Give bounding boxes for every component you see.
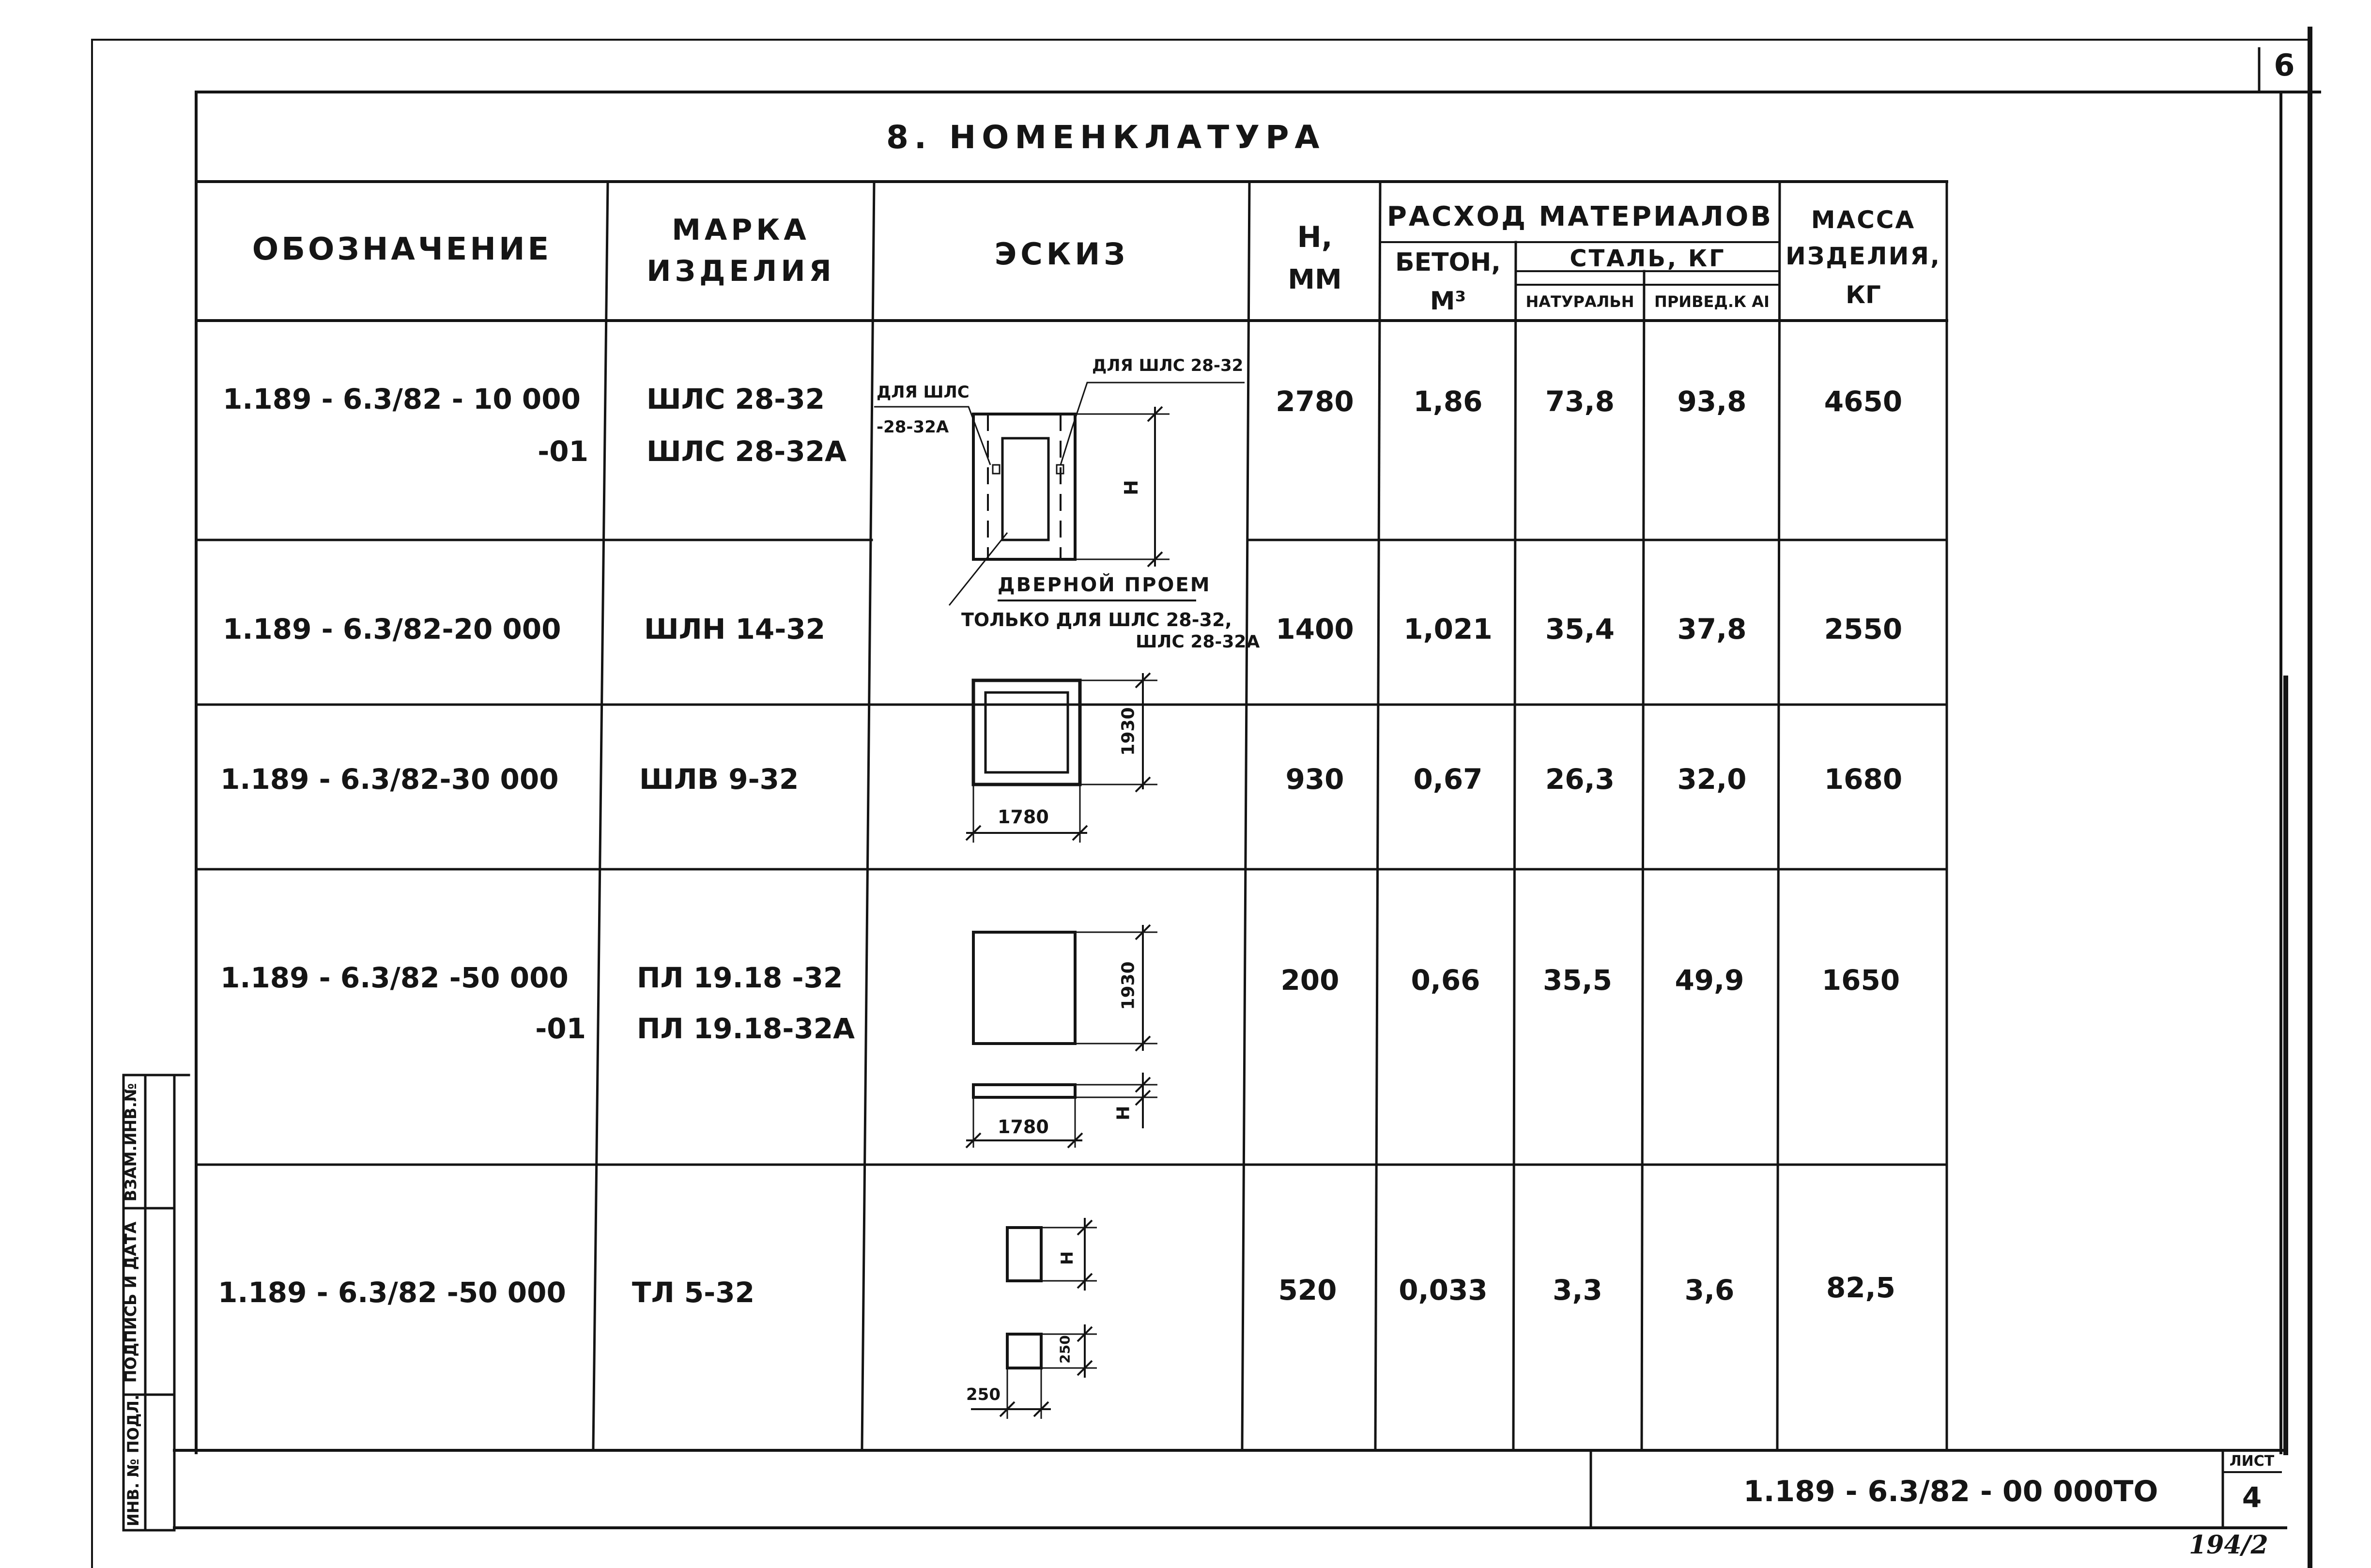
row4-steel-natural: 35,5 <box>1542 964 1613 997</box>
row4-h: 200 <box>1280 964 1339 997</box>
row5-mass: 82,5 <box>1826 1271 1896 1304</box>
stamp-vzam-inv: ВЗАМ.ИНВ.№ <box>122 1083 140 1202</box>
row1-concrete: 1,86 <box>1413 385 1483 418</box>
document-code: 1.189 - 6.3/82 - 00 000ТО <box>1743 1475 2158 1508</box>
row2-concrete: 1,021 <box>1403 613 1493 646</box>
row3-designation: 1.189 - 6.3/82-30 000 <box>220 763 559 796</box>
sketch-dim-1930-b: 1930 <box>1118 961 1139 1010</box>
row3-mark: ШЛВ 9-32 <box>639 763 799 796</box>
sketch-dim-1780: 1780 <box>998 806 1049 828</box>
row1-designation-variant: -01 <box>538 435 588 468</box>
row4-mark-variant: ПЛ 19.18-32А <box>637 1012 855 1045</box>
header-mass-line1: МАССА <box>1811 206 1916 234</box>
row2-steel-reduced: 37,8 <box>1677 613 1747 646</box>
sheet-label: ЛИСТ <box>2229 1453 2275 1470</box>
sketch-dim-1930: 1930 <box>1118 707 1139 756</box>
row1-mass: 4650 <box>1824 385 1903 418</box>
row1-h: 2780 <box>1276 385 1354 418</box>
row4-mass: 1650 <box>1821 964 1900 997</box>
header-steel-reduced: ПРИВЕД.К АI <box>1654 292 1770 311</box>
row1-designation: 1.189 - 6.3/82 - 10 000 <box>223 383 581 415</box>
header-steel-natural: НАТУРАЛЬН <box>1525 292 1634 311</box>
row3-mass: 1680 <box>1824 763 1903 796</box>
row2-mark: ШЛН 14-32 <box>644 613 826 646</box>
row2-steel-natural: 35,4 <box>1545 613 1615 646</box>
row2-designation: 1.189 - 6.3/82-20 000 <box>223 613 561 646</box>
stamp-inv-podl: ИНВ. № ПОДЛ. <box>124 1394 142 1526</box>
sketch-label-door-2: ТОЛЬКО ДЛЯ ШЛС 28-32, <box>961 609 1232 630</box>
row1-mark: ШЛС 28-32 <box>647 383 825 415</box>
row3-steel-reduced: 32,0 <box>1677 763 1747 796</box>
sketch-label-h-1: Н <box>1120 480 1142 495</box>
sketch-label-h-3: Н <box>1058 1251 1078 1265</box>
row4-designation-variant: -01 <box>535 1012 586 1045</box>
header-steel: СТАЛЬ, КГ <box>1570 245 1726 272</box>
header-materials: РАСХОД МАТЕРИАЛОВ <box>1386 201 1773 232</box>
stamp-podpis-data: ПОДПИСЬ И ДАТА <box>122 1221 140 1383</box>
row5-steel-natural: 3,3 <box>1553 1274 1602 1307</box>
row2-mass: 2550 <box>1824 613 1903 646</box>
header-h-line2: ММ <box>1288 264 1342 295</box>
header-h-line1: Н, <box>1297 220 1333 254</box>
row4-designation: 1.189 - 6.3/82 -50 000 <box>220 961 569 994</box>
row5-steel-reduced: 3,6 <box>1684 1274 1735 1307</box>
row1-mark-variant: ШЛС 28-32А <box>647 435 847 468</box>
row3-concrete: 0,67 <box>1413 763 1483 796</box>
header-concrete-line1: БЕТОН, <box>1395 248 1501 277</box>
row4-mark: ПЛ 19.18 -32 <box>637 961 843 994</box>
sketch-dim-250-v: 250 <box>1057 1335 1073 1364</box>
row5-designation: 1.189 - 6.3/82 -50 000 <box>218 1276 566 1309</box>
header-designation: ОБОЗНАЧЕНИЕ <box>252 231 552 267</box>
sketch-label-for-shls-right: ДЛЯ ШЛС 28-32 <box>1092 356 1244 375</box>
header-sketch: ЭСКИЗ <box>994 236 1129 272</box>
sketch-label-h-2: Н <box>1113 1106 1134 1121</box>
page-title: 8. НОМЕНКЛАТУРА <box>886 119 1325 156</box>
row4-steel-reduced: 49,9 <box>1675 964 1744 997</box>
row5-h: 520 <box>1278 1274 1337 1307</box>
row2-h: 1400 <box>1276 613 1354 646</box>
sketch-dim-1780-b: 1780 <box>998 1116 1049 1138</box>
sketch-label-for-shls-left-1: ДЛЯ ШЛС <box>877 383 970 402</box>
sheet-corner-number: 6 <box>2274 47 2295 83</box>
header-concrete-line2: М³ <box>1430 287 1466 316</box>
row5-concrete: 0,033 <box>1399 1274 1488 1307</box>
row3-h: 930 <box>1285 763 1344 796</box>
row1-steel-natural: 73,8 <box>1545 385 1615 418</box>
header-mark-line1: МАРКА <box>672 213 810 247</box>
header-mark-line2: ИЗДЕЛИЯ <box>647 254 835 288</box>
sketch-label-door-1: ДВЕРНОЙ ПРОЕМ <box>998 574 1211 596</box>
sketch-label-for-shls-left-2: -28-32А <box>877 417 949 437</box>
header-mass-line2: ИЗДЕЛИЯ, <box>1786 242 1941 270</box>
sketch-label-door-3: ШЛС 28-32А <box>1136 632 1260 652</box>
sketch-dim-250-h: 250 <box>966 1385 1001 1404</box>
handwritten-number: 194/2 <box>2189 1530 2268 1560</box>
row1-steel-reduced: 93,8 <box>1677 385 1747 418</box>
row5-mark: ТЛ 5-32 <box>632 1276 755 1309</box>
sheet-number: 4 <box>2242 1481 2262 1514</box>
header-mass-line3: КГ <box>1846 281 1881 309</box>
row4-concrete: 0,66 <box>1411 964 1480 997</box>
row3-steel-natural: 26,3 <box>1545 763 1615 796</box>
